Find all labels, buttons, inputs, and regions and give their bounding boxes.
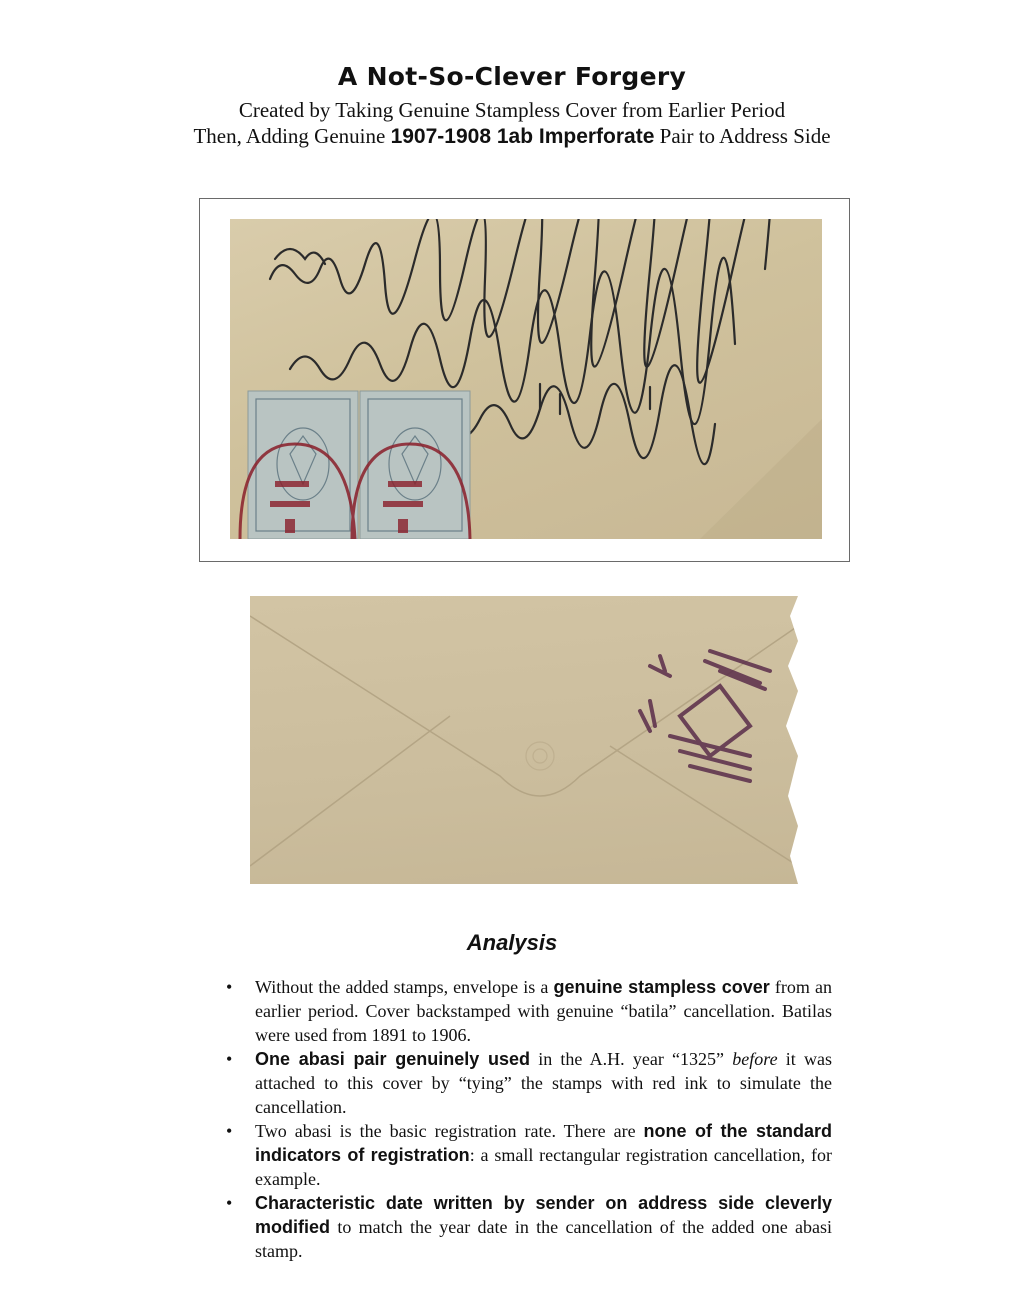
cover-front-image [230, 219, 822, 539]
analysis-item-1 [226, 975, 832, 1047]
subtitle-line-1: Created by Taking Genuine Stampless Cover from Earlier Period [238, 98, 786, 122]
analysis-item-4-bold: Characteristic date written by sender on address side cleverly modified [255, 1193, 832, 1237]
cover-back-image [250, 596, 798, 884]
analysis-item-2-text-1: in the A.H. year “1325” [529, 1049, 733, 1069]
analysis-item-2-italic: before [732, 1049, 778, 1069]
subtitle-line-2-prefix: Then, Adding Genuine [193, 124, 391, 148]
bullet-marker: • [226, 1121, 233, 1141]
analysis-item-4 [226, 1191, 832, 1263]
subtitle-line-2-suffix: Pair to Address Side [654, 124, 831, 148]
cover-front-frame [199, 198, 850, 562]
analysis-item-2-bold: One abasi pair genuinely used [255, 1049, 530, 1069]
bullet-marker: • [226, 1049, 233, 1069]
analysis-item-1-text-1: Without the added stamps, envelope is a [255, 977, 554, 997]
stamp-pair [248, 391, 470, 539]
bullet-marker: • [226, 1193, 233, 1213]
page-title: A Not-So-Clever Forgery [337, 62, 687, 91]
analysis-item-3-text-1: Two abasi is the basic registration rate. There are [255, 1121, 644, 1141]
subtitle-line-2 [0, 123, 1024, 150]
analysis-item-3 [226, 1119, 832, 1191]
analysis-item-2-text-2: it was attached to this cover by “tying” the stamps with red ink to simulate the cancellation. [255, 1049, 833, 1117]
analysis-item-4-text-1: to match the year date in the cancellation of the added one abasi stamp. [255, 1217, 832, 1261]
analysis-item-3-bold: none of the standard indicators of registration [255, 1121, 832, 1165]
analysis-item-1-text-2: from an earlier period. Cover backstamped with genuine “batila” cancellation. Batilas were used from 1891 to 1906. [255, 977, 832, 1045]
analysis-heading: Analysis [466, 930, 558, 955]
analysis-item-1-bold: genuine stampless cover [553, 977, 770, 997]
analysis-list [226, 975, 832, 1263]
analysis-item-3-text-2: : a small rectangular registration cancellation, for example. [255, 1145, 832, 1189]
bullet-marker: • [226, 977, 233, 997]
subtitle-line-2-bold: 1907-1908 1ab Imperforate [390, 125, 655, 148]
analysis-item-2 [226, 1047, 832, 1119]
